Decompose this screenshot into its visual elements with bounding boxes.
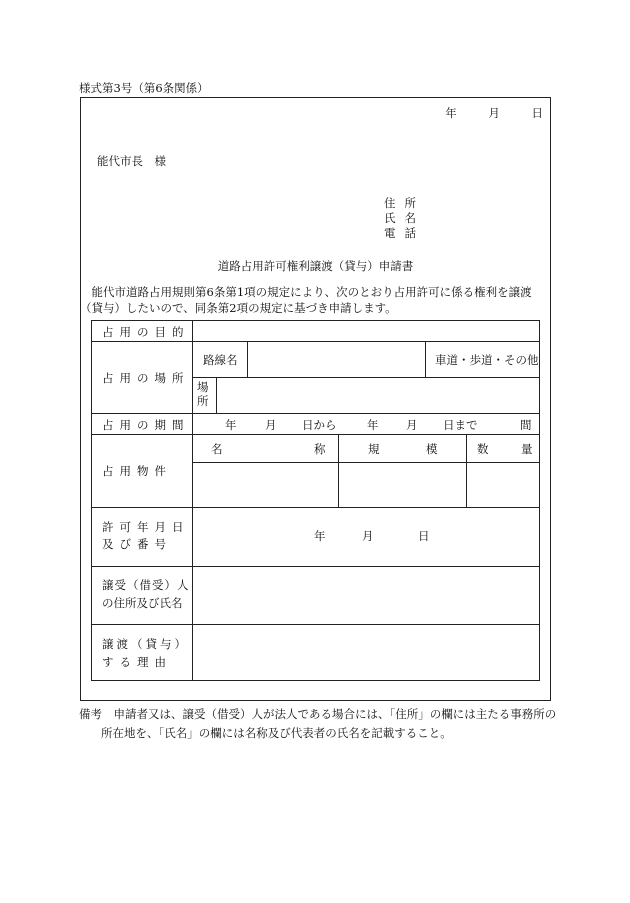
period-end-month: 月 <box>406 418 418 432</box>
applicant-phone-label: 電話 <box>384 226 425 240</box>
period-start-day: 日から <box>302 418 337 432</box>
period-label: 占用の期間 <box>102 418 190 432</box>
permit-date-day: 日 <box>418 529 430 543</box>
period-start-year: 年 <box>225 418 237 432</box>
purpose-field[interactable] <box>194 322 538 340</box>
transferee-label-line1: 譲受（借受）人 <box>102 578 190 592</box>
reason-field[interactable] <box>194 626 538 679</box>
objects-scale-field[interactable] <box>340 463 465 506</box>
objects-name-header-a: 名 <box>211 442 223 456</box>
date-line <box>445 105 543 121</box>
permit-date-month: 月 <box>362 529 374 543</box>
purpose-label: 占用の目的 <box>102 325 190 339</box>
route-name-field[interactable] <box>249 342 424 376</box>
objects-scale-header-a: 規 <box>368 442 380 456</box>
form-number-label: 様式第3号（第6条関係） <box>79 81 209 95</box>
period-duration-unit: 間 <box>520 418 532 432</box>
period-start-month: 月 <box>265 418 277 432</box>
objects-name-field[interactable] <box>194 463 337 506</box>
place-label: 占用の場所 <box>102 371 190 385</box>
remarks-line2: 所在地を、「氏名」の欄には名称及び代表者の氏名を記載すること。 <box>101 726 452 740</box>
remarks-line1: 申請者又は、譲受（借受）人が法人である場合には、「住所」の欄には主たる事務所の <box>113 707 557 721</box>
applicant-address-label: 住所 <box>384 196 425 210</box>
application-table <box>91 320 540 681</box>
permit-label-line2: 及び番号 <box>102 537 172 551</box>
document-title: 道路占用許可権利譲渡（貸与）申請書 <box>217 259 414 273</box>
objects-qty-field[interactable] <box>468 463 538 506</box>
permit-label-line1: 許可年月日 <box>102 520 190 534</box>
period-end-year: 年 <box>367 418 379 432</box>
location-label: 場所 <box>197 380 209 408</box>
permit-date-year: 年 <box>314 529 326 543</box>
objects-scale-header-b: 模 <box>426 442 438 456</box>
location-field[interactable] <box>218 378 538 412</box>
application-form-frame <box>80 97 551 701</box>
objects-name-header-b: 称 <box>314 442 326 456</box>
road-type-options[interactable]: 車道・歩道・その他 <box>435 353 539 367</box>
applicant-name-label: 氏名 <box>384 211 425 225</box>
route-name-label: 路線名 <box>203 353 238 367</box>
reason-label-line2: する理由 <box>102 655 172 669</box>
applicant-info <box>384 196 425 241</box>
objects-qty-header-b: 量 <box>521 442 533 456</box>
remarks <box>79 705 556 743</box>
transferee-label-line2: の住所及び氏名 <box>102 596 183 610</box>
period-end-day: 日まで <box>443 418 478 432</box>
addressee: 能代市長 様 <box>97 154 166 168</box>
transferee-field[interactable] <box>194 568 538 623</box>
date-year: 年 <box>445 106 457 120</box>
objects-qty-header-a: 数 <box>477 442 489 456</box>
objects-label: 占用物件 <box>102 464 172 478</box>
date-day: 日 <box>531 106 543 120</box>
reason-label-line1: 譲渡（貸与） <box>102 637 189 651</box>
date-month: 月 <box>488 106 500 120</box>
application-body-text: 能代市道路占用規則第6条第1項の規定により、次のとおり占用許可に係る権利を譲渡（貸与）したいので、同条第2項の規定に基づき申請します。 <box>80 285 532 315</box>
remarks-prefix: 備考 <box>79 707 102 721</box>
